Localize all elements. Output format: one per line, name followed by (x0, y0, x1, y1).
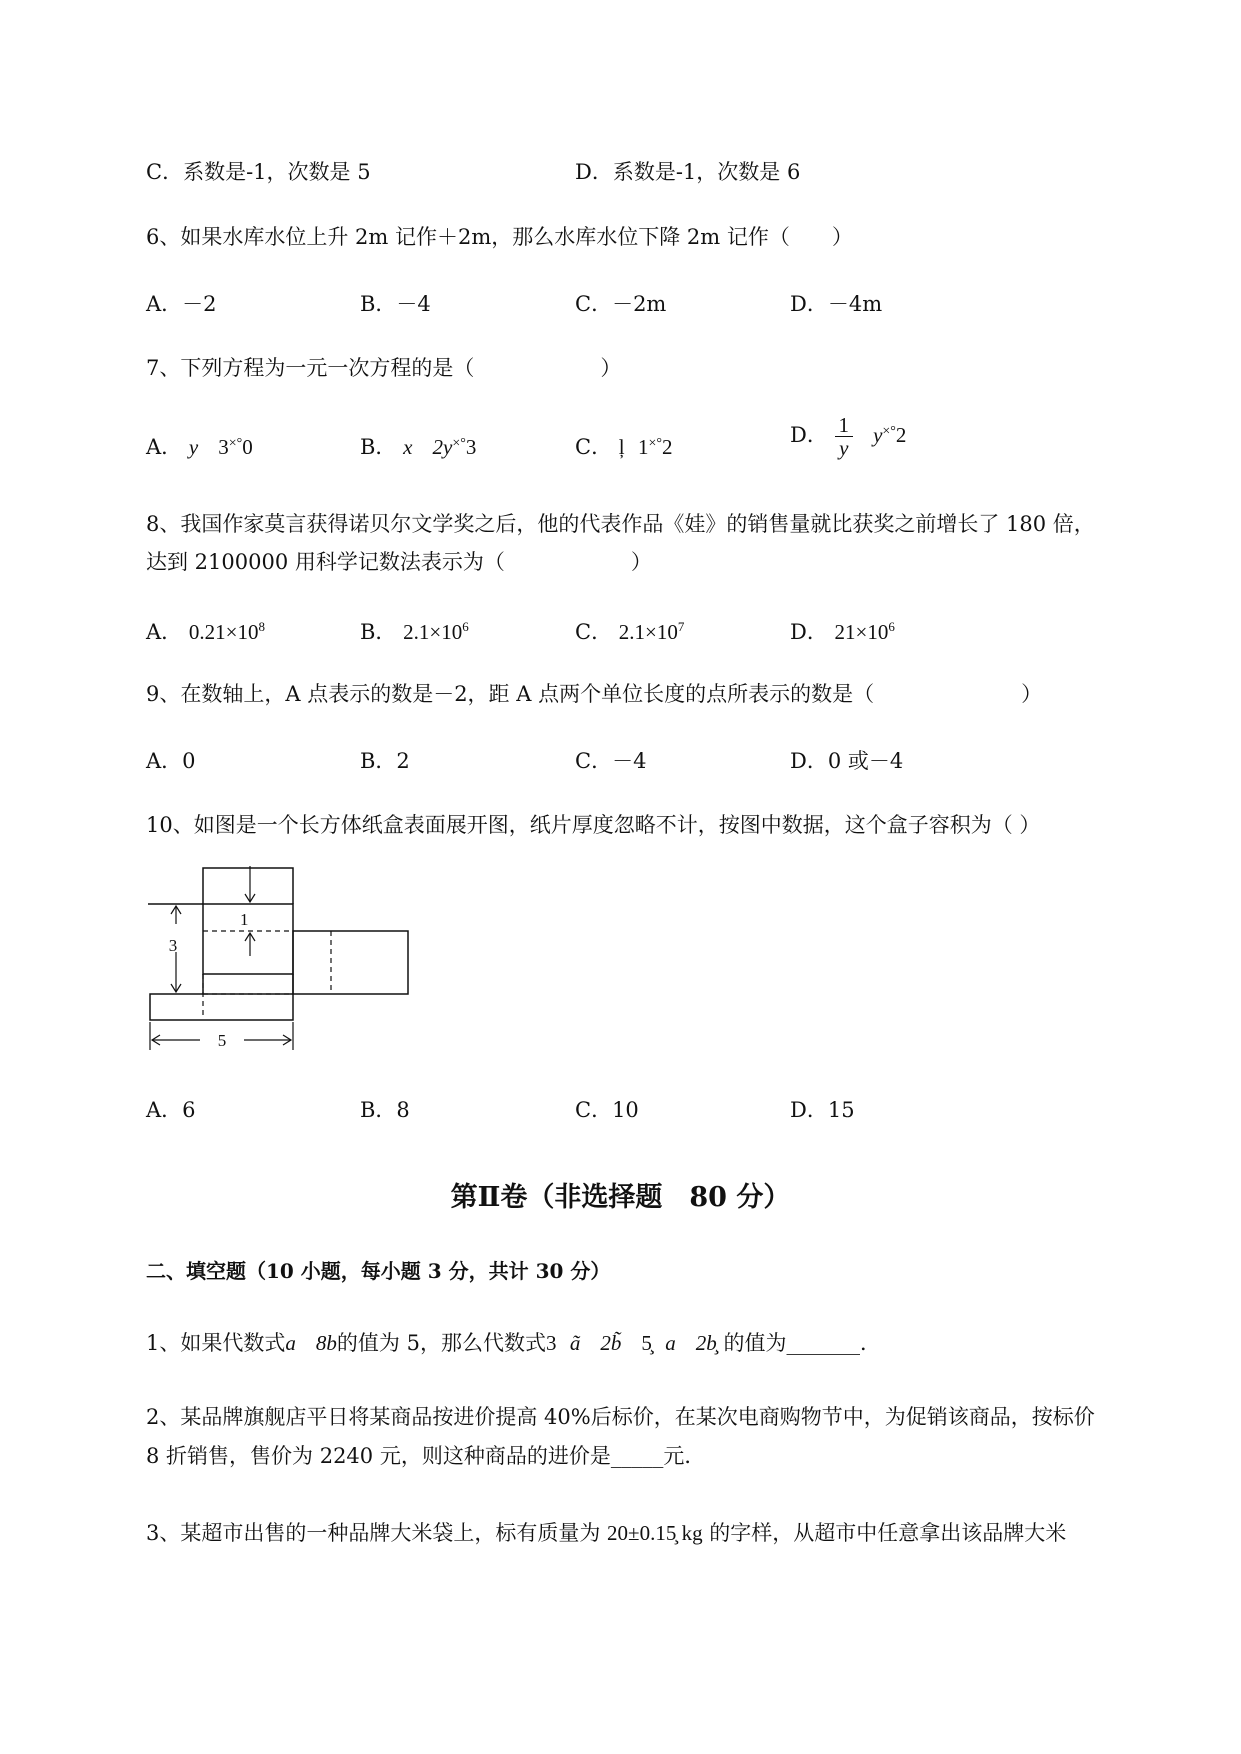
figure-label-1: 1 (240, 910, 249, 929)
figure-label-3: 3 (168, 936, 178, 955)
q6-option-c: C．－2m (575, 292, 667, 316)
exponent: 7 (677, 619, 685, 634)
math-symbol: ×° (228, 436, 243, 451)
q7-option-c (575, 431, 672, 461)
math-term: 2b̃ (600, 1331, 622, 1355)
q6-option-a: A．－2 (146, 292, 217, 316)
q5-option-c: C．系数是-1，次数是 5 (146, 160, 371, 184)
math-term: 2y (432, 435, 453, 459)
q7-option-a (146, 431, 253, 461)
math-term: 3 (545, 1331, 557, 1355)
math-symbol: ×° (648, 436, 662, 451)
option-label: C． (575, 620, 613, 644)
q9-stem: 9、在数轴上，A 点表示的数是－2，距 A 点两个单位长度的点所表示的数是（ ） (146, 682, 1043, 706)
q10-option-d: D．15 (790, 1098, 855, 1122)
q8-stem-line1: 8、我国作家莫言获得诺贝尔文学奖之后，他的代表作品《娃》的销售量就比获奖之前增长了 180 倍， (146, 512, 1095, 536)
exponent: 6 (888, 619, 895, 634)
exponent: 8 (258, 619, 265, 634)
question-text: 的字样，从超市中任意拿出该品牌大米 (709, 1521, 1067, 1545)
q7-option-d (790, 414, 906, 459)
math-term: 2 (661, 435, 673, 459)
part2-title: 第Ⅱ卷（非选择题 80 分） (450, 1182, 791, 1213)
q9-option-c: C．－4 (575, 749, 647, 773)
math-term: x (403, 435, 413, 459)
q8-option-a (146, 616, 265, 646)
q9-option-a: A．0 (146, 749, 196, 773)
math-symbol: ×° (882, 424, 896, 439)
q6-option-b: B．－4 (360, 292, 431, 316)
fill-question-1 (146, 1327, 881, 1357)
q8-stem-line2: 达到 2100000 用科学记数法表示为（ ） (146, 550, 652, 574)
q6-option-d: D．－4m (790, 292, 883, 316)
math-term: a (665, 1331, 676, 1355)
q7-stem: 7、下列方程为一元一次方程的是（ ） (146, 356, 622, 380)
option-label: A． (146, 435, 183, 459)
fraction-numerator: 1 (835, 414, 854, 437)
math-term: 8b (315, 1331, 337, 1355)
question-text: 的值为 5，那么代数式 (336, 1331, 546, 1355)
fraction (835, 414, 854, 459)
option-label: D． (790, 423, 828, 447)
fill-question-2-line2: 8 折销售，售价为 2240 元，则这种商品的进价是_____元． (146, 1444, 706, 1468)
math-term: 21×10 (834, 620, 889, 644)
q10-option-b: B．8 (360, 1098, 410, 1122)
q9-option-d: D．0 或－4 (790, 749, 904, 773)
math-term: 2.1×10 (618, 620, 678, 644)
math-term: y (188, 435, 199, 459)
question-text: 3、某超市出售的一种品牌大米袋上，标有质量为 (146, 1521, 601, 1545)
option-label: B． (360, 620, 397, 644)
math-term: 0 (242, 435, 253, 459)
figure-label-5: 5 (217, 1031, 227, 1050)
q8-option-b (360, 616, 469, 646)
math-term: 20±0.15̧ kg (607, 1521, 703, 1545)
math-term: a (285, 1331, 296, 1355)
q7-option-b (360, 431, 476, 461)
fill-question-2-line1: 2、某品牌旗舰店平日将某商品按进价提高 40%后标价，在某次电商购物节中，为促销该商品，按标价 (146, 1405, 1095, 1429)
math-term: 3 (218, 435, 229, 459)
option-label: A． (146, 620, 183, 644)
math-symbol: ×° (452, 436, 466, 451)
q10-option-c: C．10 (575, 1098, 639, 1122)
math-term: 2b̧ (695, 1331, 717, 1355)
box-net-figure (140, 866, 420, 1052)
q8-option-c (575, 616, 684, 646)
option-label: D． (790, 620, 828, 644)
q9-option-b: B．2 (360, 749, 410, 773)
math-term: y (873, 423, 883, 447)
q8-option-d (790, 616, 895, 646)
math-term: 0.21×10 (188, 620, 259, 644)
math-term: 2 (895, 423, 907, 447)
question-text: 的值为_______． (723, 1331, 881, 1355)
exponent: 6 (462, 619, 469, 634)
option-label: C． (575, 435, 613, 459)
math-term: ã (569, 1331, 581, 1355)
q6-stem: 6、如果水库水位上升 2m 记作＋2m，那么水库水位下降 2m 记作（ ） (146, 225, 853, 249)
q10-stem: 10、如图是一个长方体纸盒表面展开图，纸片厚度忽略不计，按图中数据，这个盒子容积为（ ） (146, 813, 1041, 837)
math-term: 1 (637, 435, 649, 459)
question-text: 1、如果代数式 (146, 1331, 286, 1355)
math-term: 3 (465, 435, 477, 459)
fill-question-3 (146, 1517, 1066, 1547)
q5-option-d: D．系数是-1，次数是 6 (575, 160, 801, 184)
section-heading: 二、填空题（10 小题，每小题 3 分，共计 30 分） (146, 1259, 611, 1283)
q10-option-a: A．6 (146, 1098, 196, 1122)
math-term: ļ (618, 435, 625, 459)
math-term: 5̧ (641, 1331, 652, 1355)
fraction-denominator: y (839, 436, 849, 460)
option-label: B． (360, 435, 397, 459)
math-term: 2.1×10 (403, 620, 463, 644)
